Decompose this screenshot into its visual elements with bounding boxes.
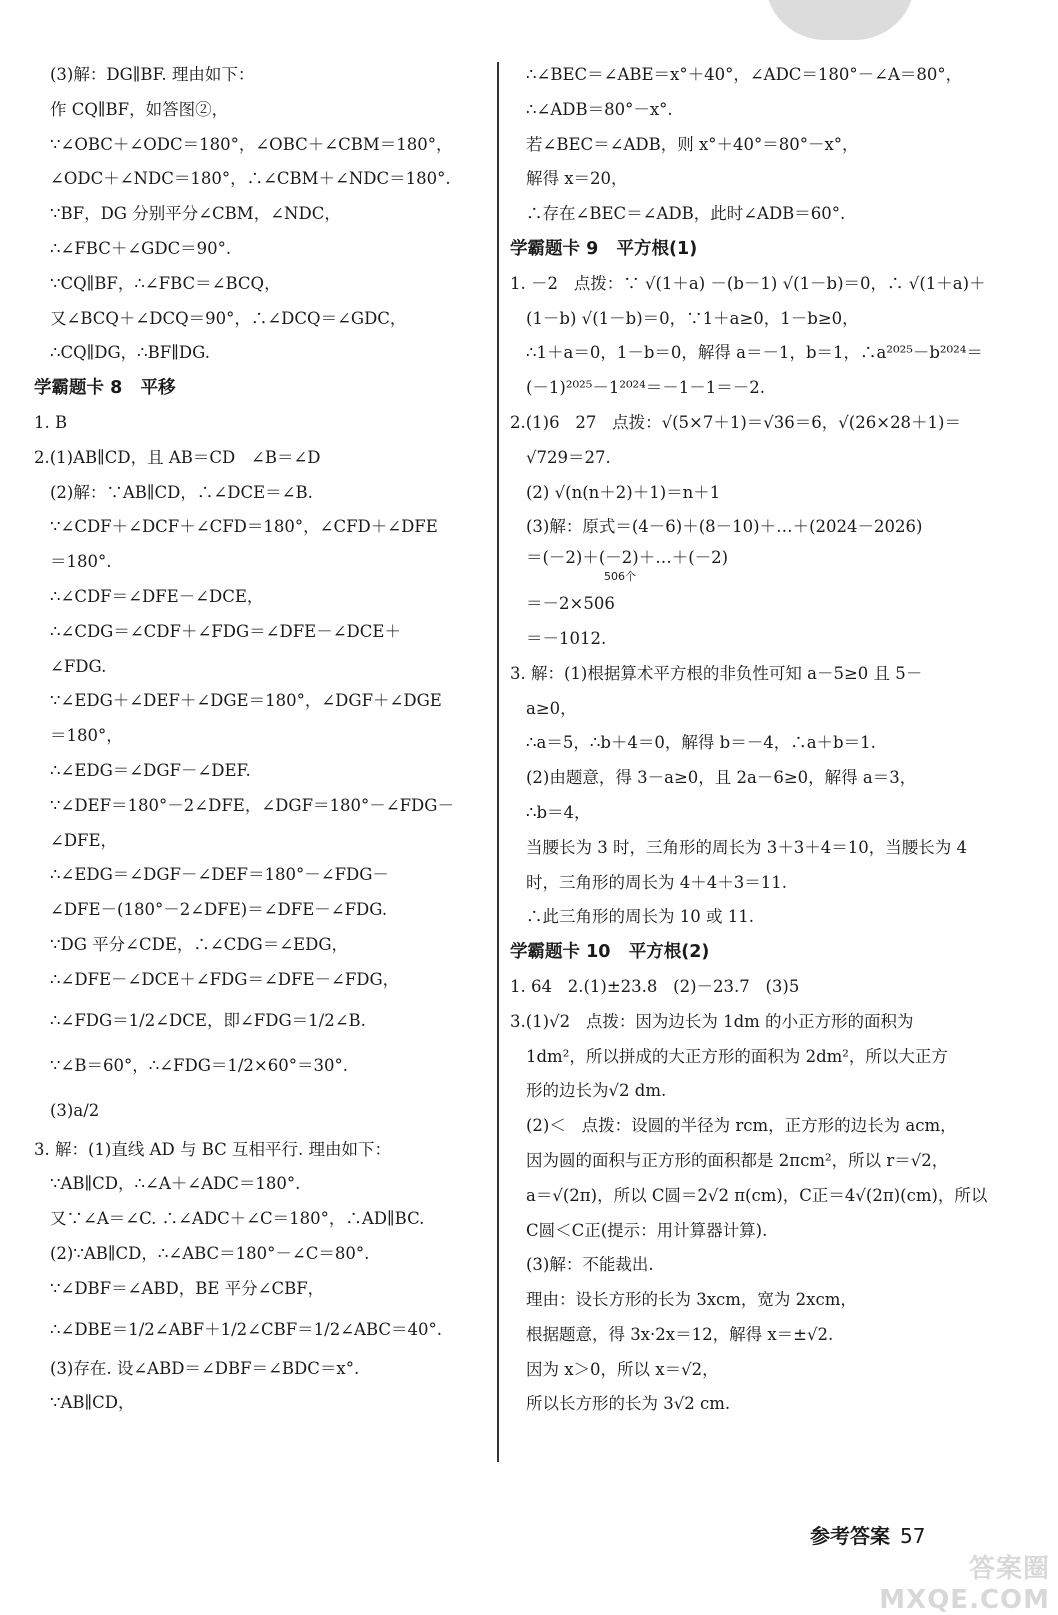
page-footer bbox=[810, 1520, 925, 1549]
text-line: (2)解：∵AB∥CD，∴∠DCE＝∠B. bbox=[50, 482, 313, 502]
text-line: 3. 解：(1)根据算术平方根的非负性可知 a－5≥0 且 5－ bbox=[510, 663, 923, 683]
text-line: ∠ODC＋∠NDC＝180°，∴∠CBM＋∠NDC＝180°. bbox=[50, 169, 451, 189]
text-line: ∴∠FBC＋∠GDC＝90°. bbox=[50, 238, 232, 258]
text-line: ∴∠CDG＝∠CDF＋∠FDG＝∠DFE－∠DCE＋ bbox=[50, 621, 401, 641]
text-line: ∴∠DFE－∠DCE＋∠FDG＝∠DFE－∠FDG， bbox=[50, 969, 400, 989]
text-line: 3. 解：(1)直线 AD 与 BC 互相平行. 理由如下： bbox=[34, 1139, 392, 1159]
text-line: 又∵∠A＝∠C. ∴∠ADC＋∠C＝180°，∴AD∥BC. bbox=[50, 1209, 425, 1229]
text-line: (3)解：DG∥BF. 理由如下： bbox=[50, 65, 255, 84]
section-heading: 学霸题卡 10 平方根(2) bbox=[510, 942, 710, 963]
text-line: (1－b) √(1－b)＝0，∵1＋a≥0，1－b≥0， bbox=[526, 308, 859, 328]
text-line: 3.(1)√2 点拨：因为边长为 1dm 的小正方形的面积为 bbox=[510, 1011, 914, 1031]
text-line: 解得 x＝20， bbox=[526, 169, 628, 189]
text-line: 1. B bbox=[34, 412, 68, 432]
right-column bbox=[510, 58, 988, 1422]
text-line: ＝(－2)＋(－2)＋…＋(－2) bbox=[526, 548, 729, 568]
text-line: (3)解：原式＝(4－6)＋(8－10)＋…＋(2024－2026) bbox=[526, 517, 923, 537]
text-line: (3)存在. 设∠ABD＝∠DBF＝∠BDC＝x°. bbox=[50, 1358, 360, 1378]
text-line: a＝√(2π)，所以 C圆＝2√2 π(cm)，C正＝4√(2π)(cm)，所以 bbox=[526, 1185, 988, 1205]
text-line: (－1)²⁰²⁵－1²⁰²⁴＝－1－1＝－2. bbox=[526, 378, 766, 398]
text-line: (3)a/2 bbox=[50, 1100, 100, 1120]
column-divider bbox=[497, 62, 499, 1462]
text-line: a≥0， bbox=[526, 698, 577, 718]
text-line: ∵∠EDG＋∠DEF＋∠DGE＝180°，∠DGF＋∠DGE bbox=[50, 691, 442, 711]
text-line: ∵AB∥CD， bbox=[50, 1393, 135, 1413]
text-line: ∴∠FDG＝1/2∠DCE，即∠FDG＝1/2∠B. bbox=[50, 1010, 366, 1030]
text-line: (2) √(n(n＋2)＋1)＝n＋1 bbox=[526, 482, 721, 502]
page-number: 57 bbox=[900, 1524, 926, 1548]
text-line: ∵∠DBF＝∠ABD，BE 平分∠CBF， bbox=[50, 1278, 325, 1298]
text-line: ∵BF，DG 分别平分∠CBM，∠NDC， bbox=[50, 204, 341, 224]
text-line: ∴a＝5，∴b＋4＝0，解得 b＝－4，∴a＋b＝1. bbox=[526, 733, 876, 753]
text-line: ∴存在∠BEC＝∠ADB，此时∠ADB＝60°. bbox=[526, 204, 846, 224]
text-line: 时，三角形的周长为 4＋4＋3＝11. bbox=[526, 872, 787, 892]
text-line: ∵DG 平分∠CDE，∴∠CDG＝∠EDG， bbox=[50, 934, 349, 954]
text-line: 当腰长为 3 时，三角形的周长为 3＋3＋4＝10，当腰长为 4 bbox=[526, 837, 967, 857]
text-line: ∵∠CDF＋∠DCF＋∠CFD＝180°，∠CFD＋∠DFE bbox=[50, 517, 438, 537]
text-line: 形的边长为√2 dm. bbox=[526, 1081, 667, 1101]
text-line: (2)＜ 点拨：设圆的半径为 rcm，正方形的边长为 acm， bbox=[526, 1116, 957, 1136]
text-line: ∴1＋a＝0，1－b＝0，解得 a＝－1，b＝1，∴a²⁰²⁵－b²⁰²⁴＝ bbox=[526, 343, 983, 363]
text-line: ＝－1012. bbox=[526, 628, 607, 648]
text-line: ∵CQ∥BF，∴∠FBC＝∠BCQ， bbox=[50, 273, 281, 293]
text-line: ∵AB∥CD，∴∠A＋∠ADC＝180°. bbox=[50, 1174, 301, 1194]
text-line: ∴∠ADB＝80°－x°. bbox=[526, 99, 673, 119]
text-line: ∵∠B＝60°，∴∠FDG＝1/2×60°＝30°. bbox=[50, 1055, 348, 1075]
text-line: 1dm²，所以拼成的大正方形的面积为 2dm²，所以大正方 bbox=[526, 1046, 948, 1066]
section-heading: 学霸题卡 9 平方根(1) bbox=[510, 238, 698, 259]
text-line: 所以长方形的长为 3√2 cm. bbox=[526, 1394, 731, 1414]
text-line: ∴CQ∥DG，∴BF∥DG. bbox=[50, 343, 210, 363]
text-line: 作 CQ∥BF，如答图②， bbox=[50, 99, 229, 119]
section-heading: 学霸题卡 8 平移 bbox=[34, 378, 176, 399]
text-line: ∴此三角形的周长为 10 或 11. bbox=[526, 907, 754, 927]
text-line: ∴∠BEC＝∠ABE＝x°＋40°，∠ADC＝180°－∠A＝80°， bbox=[526, 65, 963, 84]
text-line: ∴∠EDG＝∠DGF－∠DEF. bbox=[50, 760, 251, 780]
text-line: 若∠BEC＝∠ADB，则 x°＋40°＝80°－x°， bbox=[526, 134, 859, 154]
text-line: 1. 64 2.(1)±23.8 (2)－23.7 (3)5 bbox=[510, 976, 800, 996]
text-line: (2)∵AB∥CD，∴∠ABC＝180°－∠C＝80°. bbox=[50, 1243, 370, 1263]
text-line: (3)解：不能裁出. bbox=[526, 1255, 654, 1275]
text-line: 理由：设长方形的长为 3xcm，宽为 2xcm， bbox=[526, 1290, 857, 1310]
text-line: ∵∠DEF＝180°－2∠DFE，∠DGF＝180°－∠FDG－ bbox=[50, 795, 454, 815]
text-line: 2.(1)6 27 点拨：√(5×7＋1)＝√36＝6，√(26×28＋1)＝ bbox=[510, 412, 961, 432]
text-line: ∠FDG. bbox=[50, 656, 107, 676]
text-line: 1. －2 点拨：∵ √(1＋a) －(b－1) √(1－b)＝0，∴ √(1＋a)＋ bbox=[510, 273, 986, 293]
text-line: 又∠BCQ＋∠DCQ＝90°，∴∠DCQ＝∠GDC， bbox=[50, 308, 407, 328]
brace-annotation: 506个 bbox=[604, 570, 636, 584]
text-line: ∴∠CDF＝∠DFE－∠DCE， bbox=[50, 586, 264, 606]
text-line: √729＝27. bbox=[526, 447, 611, 467]
text-line: ＝180°. bbox=[50, 552, 112, 572]
text-line: 因为圆的面积与正方形的面积都是 2πcm²，所以 r＝√2， bbox=[526, 1150, 949, 1170]
text-line: C圆＜C正(提示：用计算器计算). bbox=[526, 1220, 768, 1240]
left-column bbox=[34, 58, 494, 1421]
text-line: ＝180°， bbox=[50, 726, 123, 746]
text-line: ∵∠OBC＋∠ODC＝180°，∠OBC＋∠CBM＝180°， bbox=[50, 134, 453, 154]
text-line: 根据题意，得 3x·2x＝12，解得 x＝±√2. bbox=[526, 1324, 834, 1344]
text-line: 因为 x＞0，所以 x＝√2， bbox=[526, 1359, 719, 1379]
corner-decoration bbox=[765, 0, 915, 40]
text-line: ∴∠EDG＝∠DGF－∠DEF＝180°－∠FDG－ bbox=[50, 865, 389, 885]
text-line: 2.(1)AB∥CD，且 AB＝CD ∠B＝∠D bbox=[34, 447, 321, 467]
text-line: ∠DFE－(180°－2∠DFE)＝∠DFE－∠FDG. bbox=[50, 900, 388, 920]
text-line: ∠DFE， bbox=[50, 830, 118, 850]
text-line: ∴b＝4， bbox=[526, 802, 591, 822]
text-line: (2)由题意，得 3－a≥0，且 2a－6≥0，解得 a＝3， bbox=[526, 768, 917, 788]
footer-label: 参考答案 bbox=[810, 1524, 890, 1548]
watermark-logo: 答案圈 MXQE.COM bbox=[879, 1554, 1050, 1615]
text-line: ∴∠DBE＝1/2∠ABF＋1/2∠CBF＝1/2∠ABC＝40°. bbox=[50, 1319, 443, 1339]
text-line: ＝－2×506 bbox=[526, 594, 615, 614]
